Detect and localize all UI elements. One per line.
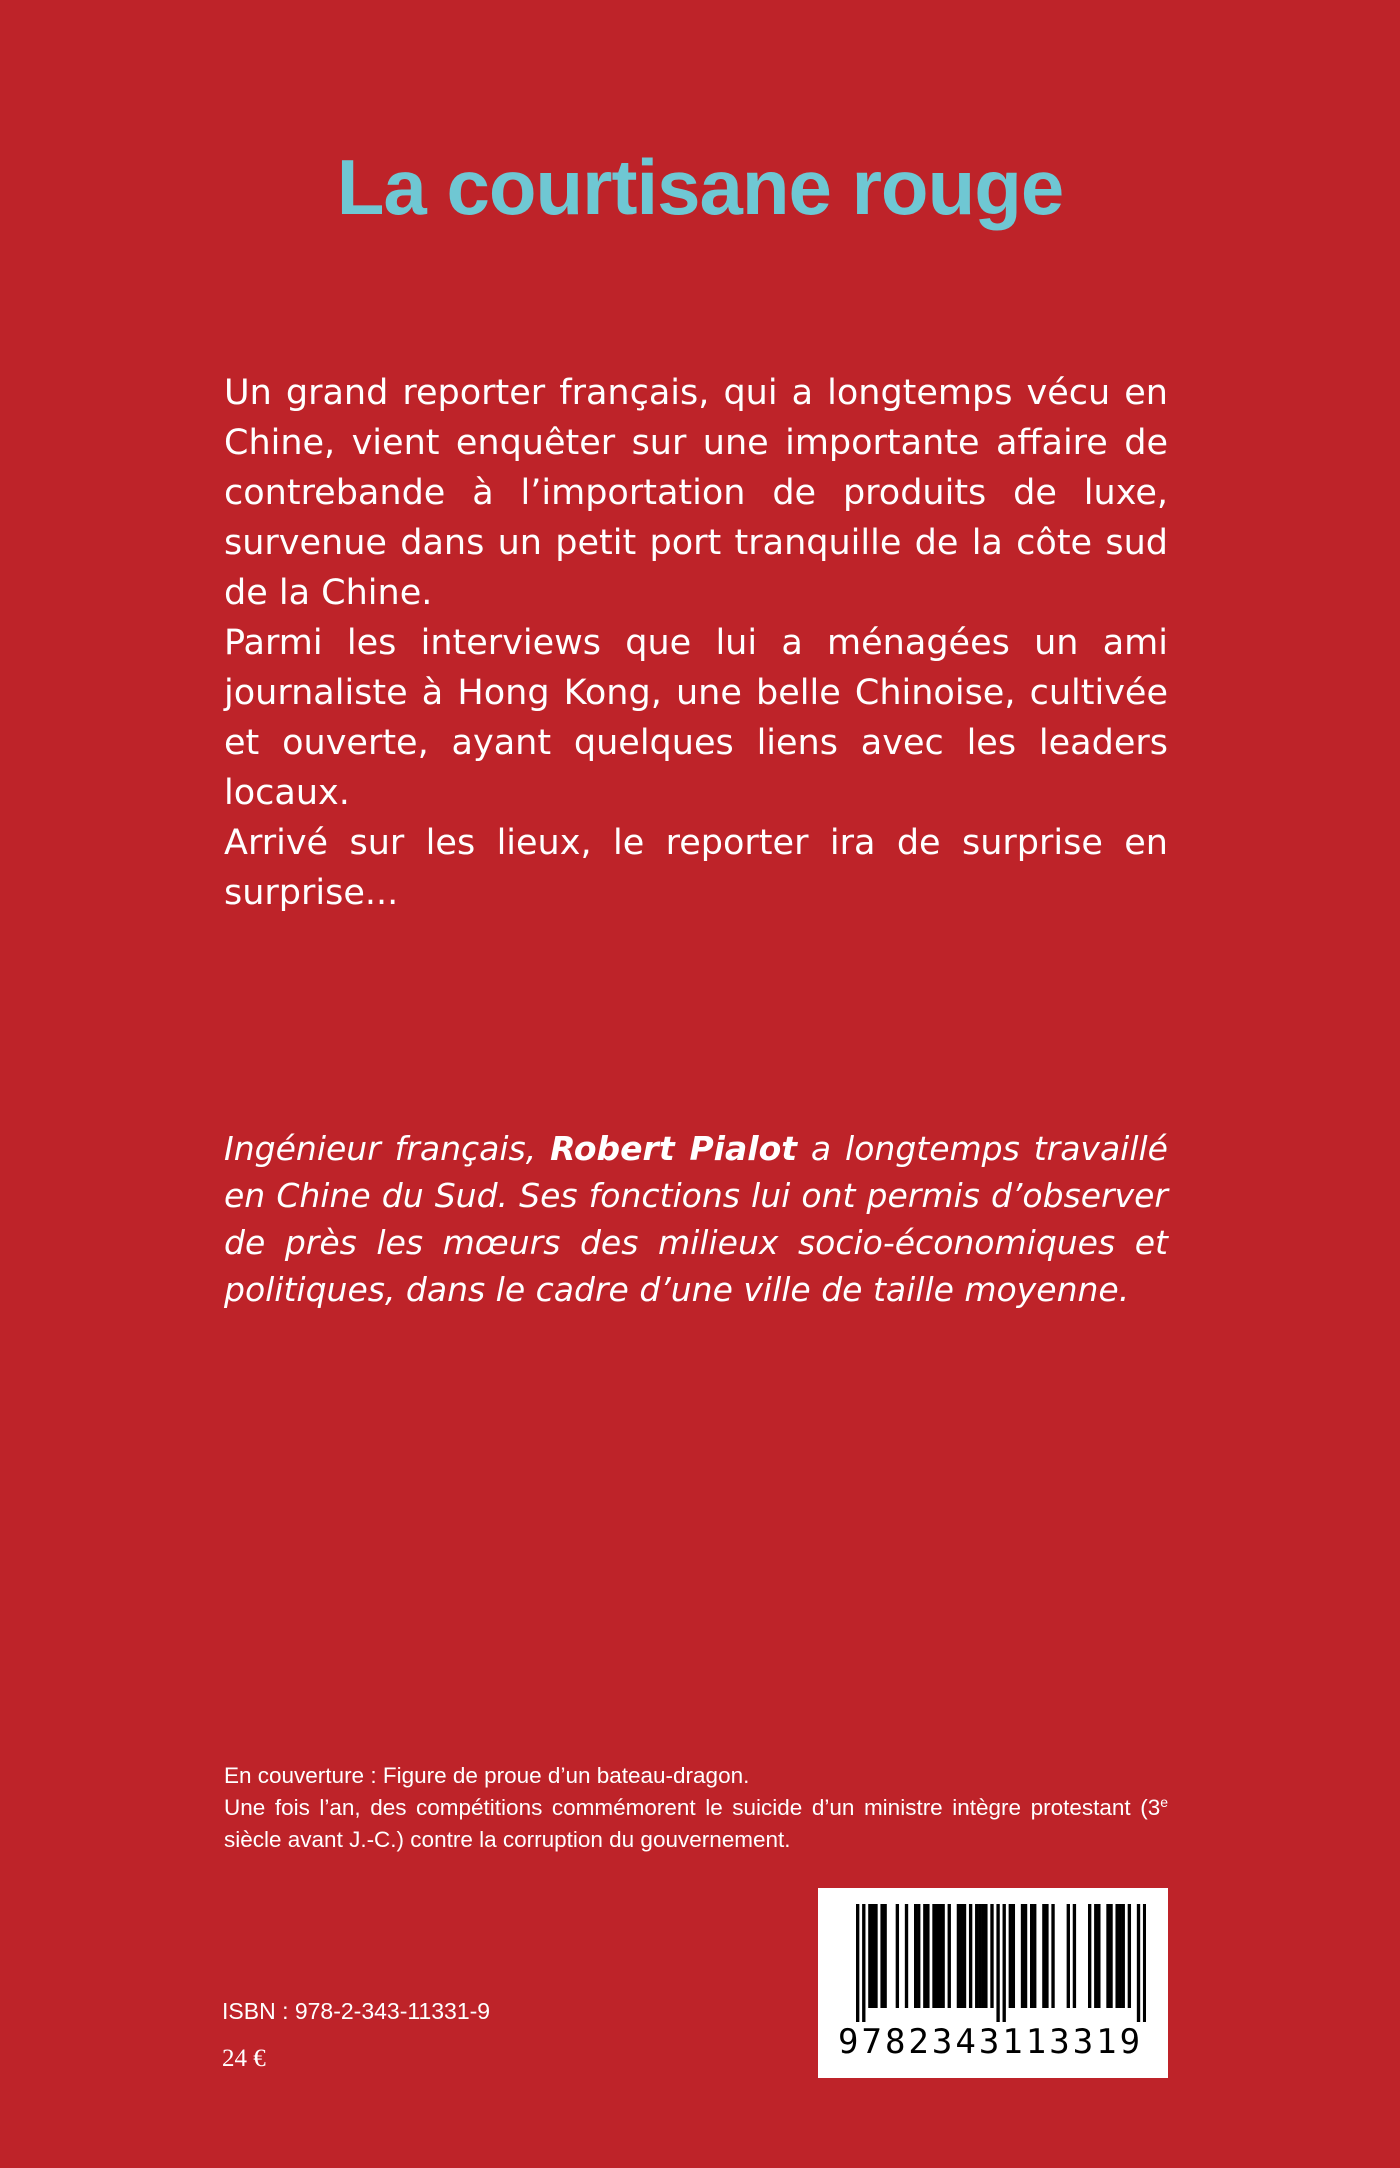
- price: 24 €: [222, 2045, 266, 2072]
- barcode-bar: [1119, 1904, 1122, 2008]
- barcode-bar: [1012, 1904, 1015, 2008]
- barcode-bar: [957, 1904, 960, 2008]
- bio-intro: Ingénieur français,: [224, 1129, 551, 1168]
- blurb-paragraph: Parmi les interviews que lui a ménagées un ami journaliste à Hong Kong, une belle Chinoise, cultivée et ouverte, ayant quelques liens avec les leaders locaux.: [224, 623, 1168, 813]
- credit-line: En couverture : Figure de proue d’un bateau-dragon.: [224, 1763, 750, 1788]
- barcode-bar: [1033, 1904, 1036, 2008]
- barcode-bar: [1109, 1904, 1112, 2008]
- book-title: La courtisane rouge: [336, 143, 1064, 231]
- barcode-bar: [963, 1904, 966, 2008]
- author-bio: [224, 1125, 1168, 1313]
- barcode-bar: [868, 1904, 871, 2008]
- barcode-bar: [896, 1904, 899, 2008]
- barcode-bar: [1097, 1904, 1100, 2008]
- blurb-paragraph: Arrivé sur les lieux, le reporter ira de surprise en surprise...: [224, 823, 1168, 913]
- isbn: ISBN : 978-2-343-11331-9: [222, 1998, 491, 2024]
- credit-text: siècle avant J.-C.) contre la corruption du gouvernement.: [224, 1827, 791, 1852]
- author-name: Robert Pialot: [550, 1129, 798, 1168]
- back-cover-blurb: [224, 368, 1168, 918]
- barcode-bar: [923, 1904, 926, 2008]
- barcode-bar: [1122, 1904, 1125, 2008]
- barcode-bar: [1128, 1904, 1131, 2008]
- barcode-bar: [996, 1904, 999, 2022]
- credit-line: [224, 1792, 1168, 1856]
- barcode-bar: [1009, 1904, 1012, 2008]
- blurb-paragraph: Un grand reporter français, qui a longtemps vécu en Chine, vient enquêter sur une importante affaire de contrebande à l’importation de produits de luxe, survenue dans un petit port tranquille de la côte sud de la Chine.: [224, 373, 1168, 613]
- barcode-bar: [1067, 1904, 1070, 2008]
- barcode-bar: [871, 1904, 874, 2008]
- barcode-bar: [862, 1904, 865, 2022]
- barcode-bar: [1094, 1904, 1097, 2008]
- barcode-bar: [1106, 1904, 1109, 2008]
- barcode-bar: [1088, 1904, 1091, 2008]
- barcode-bar: [981, 1904, 984, 2008]
- barcode-bar: [880, 1904, 883, 2008]
- barcode-bar: [941, 1904, 944, 2008]
- barcode-bar: [1024, 1904, 1027, 2008]
- barcode-bar: [1137, 1904, 1140, 2022]
- barcode-bar: [932, 1904, 935, 2008]
- barcode-digits: 9782343113319: [838, 2022, 1144, 2062]
- barcode-bar: [960, 1904, 963, 2008]
- barcode-bars: [856, 1904, 1146, 2022]
- barcode-bar: [990, 1904, 993, 2008]
- barcode-bar: [856, 1904, 859, 2022]
- barcode-bar: [905, 1904, 908, 2008]
- barcode-bar: [926, 1904, 929, 2008]
- barcode-bar: [1073, 1904, 1076, 2008]
- cover-credit: [224, 1760, 1168, 1856]
- credit-superscript: e: [1160, 1794, 1168, 1810]
- barcode-bar: [1045, 1904, 1048, 2008]
- barcode-bar: [969, 1904, 972, 2008]
- barcode-bar: [917, 1904, 920, 2008]
- barcode-bar: [1021, 1904, 1024, 2008]
- barcode-bar: [978, 1904, 981, 2008]
- barcode-bar: [1030, 1904, 1033, 2008]
- barcode-bar: [914, 1904, 917, 2008]
- barcode-bar: [1042, 1904, 1045, 2008]
- barcode-bar: [984, 1904, 987, 2008]
- barcode-bar: [1051, 1904, 1054, 2008]
- barcode-bar: [1143, 1904, 1146, 2022]
- barcode-bar: [948, 1904, 951, 2008]
- barcode-bar: [935, 1904, 938, 2008]
- barcode-bar: [975, 1904, 978, 2008]
- barcode-bar: [1003, 1904, 1006, 2022]
- barcode-bar: [883, 1904, 886, 2008]
- credit-text: Une fois l’an, des compétitions commémorent le suicide d’un ministre intègre protestant (3: [224, 1795, 1161, 1820]
- bio-text: a longtemps travaillé en Chine du Sud. Ses fonctions lui ont permis d’observer de près les mœurs des milieux socio-économiques et politiques, dans le cadre d’une ville de taille moyenne.: [224, 1129, 1168, 1309]
- barcode-bar: [874, 1904, 877, 2008]
- barcode-bar: [938, 1904, 941, 2008]
- barcode-bar: [1115, 1904, 1118, 2008]
- barcode: [818, 1888, 1168, 2078]
